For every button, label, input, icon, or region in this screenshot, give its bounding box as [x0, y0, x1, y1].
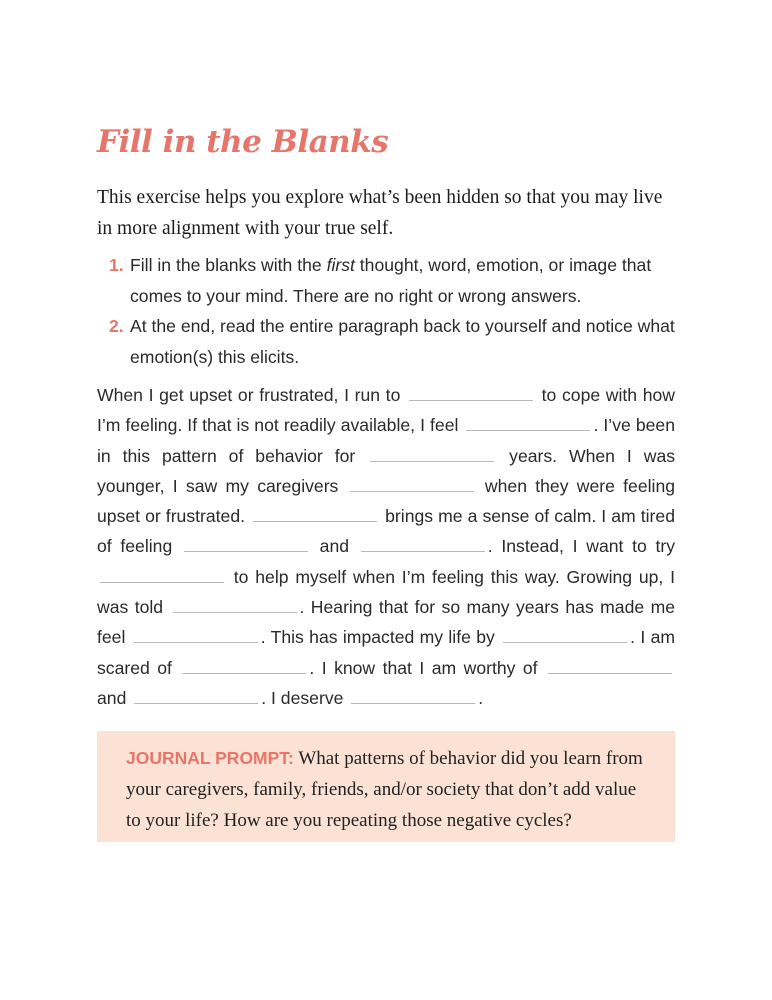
blank-line[interactable] — [409, 380, 533, 401]
fill-segment: to cope with how I’m feeling. If that is not readily available, I feel — [97, 385, 675, 436]
step-text-after: thought, word, emotion, or image that comes to your mind. There are no right or wrong answers. — [130, 255, 652, 306]
step-text-emphasis: first — [326, 255, 355, 275]
instruction-step-2 — [97, 311, 675, 372]
step-text-before: Fill in the blanks with the — [130, 255, 327, 275]
fill-segment: . — [478, 687, 484, 708]
fill-segment: . I am scared of — [97, 627, 676, 678]
fill-segment: When I get upset or frustrated, I run to — [97, 385, 401, 405]
blank-line[interactable] — [351, 683, 475, 704]
fill-segment: and — [319, 536, 350, 557]
fill-segment: . This has impacted my life by — [260, 627, 495, 648]
instruction-list — [97, 250, 675, 372]
blank-line[interactable] — [350, 471, 474, 492]
fill-in-paragraph — [97, 380, 675, 713]
blank-line[interactable] — [173, 592, 297, 613]
journal-prompt-text: What patterns of behavior did you learn from your caregivers, family, friends, and/or society that don’t add value to your life? How are you repeating those negative cycles? — [126, 748, 643, 831]
blank-line[interactable] — [503, 622, 627, 643]
blank-line[interactable] — [182, 653, 306, 674]
journal-prompt-label: JOURNAL PROMPT: — [126, 748, 294, 768]
page-title: Fill in the Blanks — [97, 124, 389, 160]
fill-segment: years. When I was younger, I saw my caregivers — [97, 445, 676, 496]
fill-segment: . Hearing that for so many years has made me feel — [97, 597, 676, 648]
blank-line[interactable] — [184, 531, 308, 552]
blank-line[interactable] — [548, 653, 672, 674]
fill-segment: when they were feeling upset or frustrated. — [97, 475, 676, 527]
blank-line[interactable] — [370, 441, 494, 462]
blank-line[interactable] — [100, 562, 224, 583]
fill-segment: . I’ve been in this pattern of behavior for — [97, 415, 675, 466]
blank-line[interactable] — [466, 410, 590, 431]
fill-segment: and — [97, 687, 127, 708]
blank-line[interactable] — [253, 501, 377, 522]
fill-segment: brings me a sense of calm. I am tired of feeling — [97, 506, 675, 557]
journal-prompt — [126, 743, 645, 836]
step-text: At the end, read the entire paragraph back to yourself and notice what emotion(s) this elicits. — [130, 316, 675, 367]
blank-line[interactable] — [134, 622, 258, 643]
fill-segment: to help myself when I’m feeling this way. Growing up, I was told — [97, 566, 675, 618]
step-number: 2. — [109, 316, 124, 336]
intro-text: This exercise helps you explore what’s been hidden so that you may live in more alignment with your true self. — [97, 187, 663, 239]
fill-segment: . I know that I am worthy of — [309, 657, 538, 678]
step-number: 1. — [109, 255, 124, 275]
fill-segment: . I deserve — [261, 687, 344, 708]
instruction-step-1 — [97, 250, 675, 311]
worksheet-page — [97, 118, 675, 713]
fill-segment: . Instead, I want to try — [487, 536, 676, 557]
journal-prompt-box — [97, 731, 675, 842]
blank-line[interactable] — [134, 683, 258, 704]
blank-line[interactable] — [361, 531, 485, 552]
